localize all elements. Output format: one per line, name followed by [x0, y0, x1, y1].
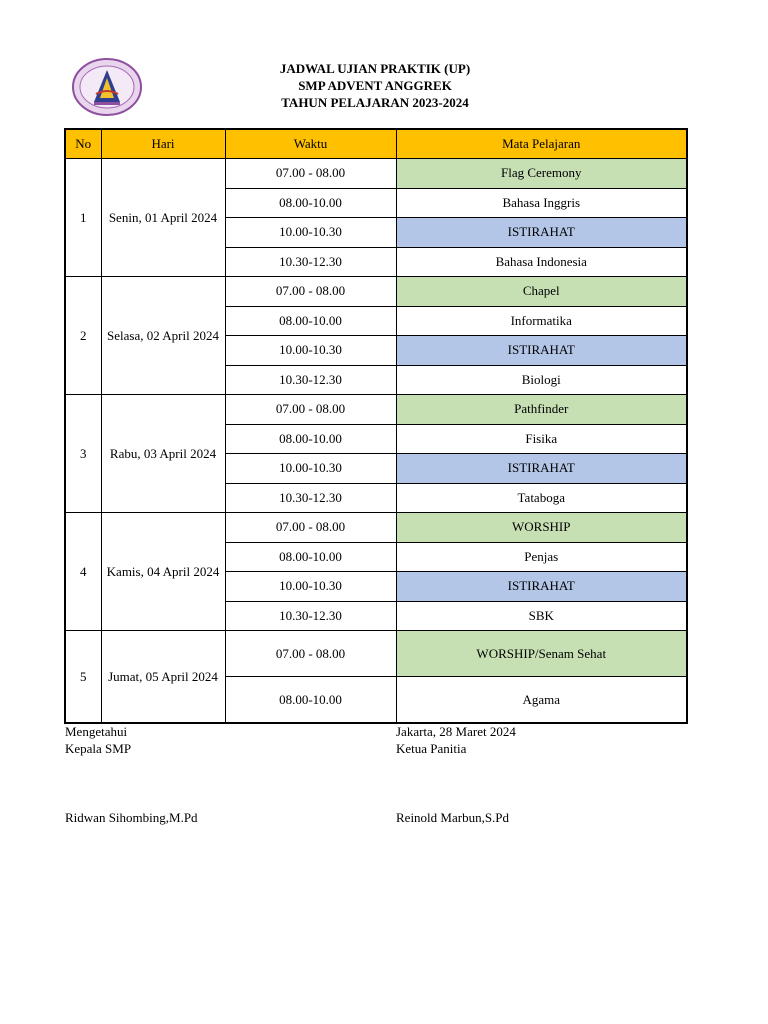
subject-cell: WORSHIP — [396, 513, 687, 543]
day-number: 5 — [65, 631, 101, 724]
time-slot: 07.00 - 08.00 — [225, 631, 396, 677]
time-slot: 08.00-10.00 — [225, 188, 396, 218]
column-header-mata-pelajaran: Mata Pelajaran — [396, 129, 687, 159]
day-date: Jumat, 05 April 2024 — [101, 631, 225, 724]
subject-cell: Informatika — [396, 306, 687, 336]
subject-cell: Penjas — [396, 542, 687, 572]
table-row — [65, 277, 687, 307]
time-slot: 07.00 - 08.00 — [225, 277, 396, 307]
title-line-1: JADWAL UJIAN PRAKTIK (UP) — [279, 61, 471, 76]
subject-cell: ISTIRAHAT — [396, 218, 687, 248]
table-row — [65, 159, 687, 189]
time-slot: 08.00-10.00 — [225, 677, 396, 724]
time-slot: 10.00-10.30 — [225, 218, 396, 248]
subject-cell: Pathfinder — [396, 395, 687, 425]
signature-right-line1: Jakarta, 28 Maret 2024 — [396, 724, 516, 739]
time-slot: 10.30-12.30 — [225, 483, 396, 513]
subject-cell: Fisika — [396, 424, 687, 454]
title-line-3: TAHUN PELAJARAN 2023-2024 — [281, 95, 469, 110]
column-header-waktu: Waktu — [225, 129, 396, 159]
time-slot: 08.00-10.00 — [225, 424, 396, 454]
school-emblem-icon — [72, 58, 142, 116]
column-header-hari: Hari — [101, 129, 225, 159]
time-slot: 07.00 - 08.00 — [225, 513, 396, 543]
subject-cell: WORSHIP/Senam Sehat — [396, 631, 687, 677]
subject-cell: Chapel — [396, 277, 687, 307]
subject-cell: ISTIRAHAT — [396, 454, 687, 484]
time-slot: 10.30-12.30 — [225, 601, 396, 631]
subject-cell: ISTIRAHAT — [396, 572, 687, 602]
table-row — [65, 631, 687, 677]
signature-left-line2: Kepala SMP — [65, 741, 132, 756]
time-slot: 08.00-10.00 — [225, 542, 396, 572]
signature-left — [65, 723, 131, 757]
subject-cell: Bahasa Inggris — [396, 188, 687, 218]
signature-left-line1: Mengetahui — [65, 724, 128, 739]
day-number: 3 — [65, 395, 101, 513]
day-number: 1 — [65, 159, 101, 277]
time-slot: 10.30-12.30 — [225, 247, 396, 277]
time-slot: 07.00 - 08.00 — [225, 395, 396, 425]
document-title — [200, 60, 550, 111]
time-slot: 10.00-10.30 — [225, 572, 396, 602]
subject-cell: ISTIRAHAT — [396, 336, 687, 366]
schedule-table — [64, 128, 688, 724]
time-slot: 10.30-12.30 — [225, 365, 396, 395]
title-line-2: SMP ADVENT ANGGREK — [298, 78, 452, 93]
signature-right-line2: Ketua Panitia — [396, 741, 467, 756]
signature-right-name: Reinold Marbun,S.Pd — [396, 810, 510, 825]
subject-cell: Tataboga — [396, 483, 687, 513]
table-row — [65, 395, 687, 425]
time-slot: 08.00-10.00 — [225, 306, 396, 336]
day-number: 4 — [65, 513, 101, 631]
day-number: 2 — [65, 277, 101, 395]
time-slot: 10.00-10.30 — [225, 454, 396, 484]
subject-cell: Biologi — [396, 365, 687, 395]
day-date: Rabu, 03 April 2024 — [101, 395, 225, 513]
subject-cell: Bahasa Indonesia — [396, 247, 687, 277]
schedule-body — [65, 159, 687, 724]
subject-cell: SBK — [396, 601, 687, 631]
day-date: Senin, 01 April 2024 — [101, 159, 225, 277]
time-slot: 07.00 - 08.00 — [225, 159, 396, 189]
table-header-row — [65, 129, 687, 159]
column-header-no: No — [65, 129, 101, 159]
table-row — [65, 513, 687, 543]
signature-left-name: Ridwan Sihombing,M.Pd — [65, 810, 198, 825]
signature-right — [396, 723, 516, 757]
subject-cell: Agama — [396, 677, 687, 724]
time-slot: 10.00-10.30 — [225, 336, 396, 366]
day-date: Selasa, 02 April 2024 — [101, 277, 225, 395]
subject-cell: Flag Ceremony — [396, 159, 687, 189]
day-date: Kamis, 04 April 2024 — [101, 513, 225, 631]
